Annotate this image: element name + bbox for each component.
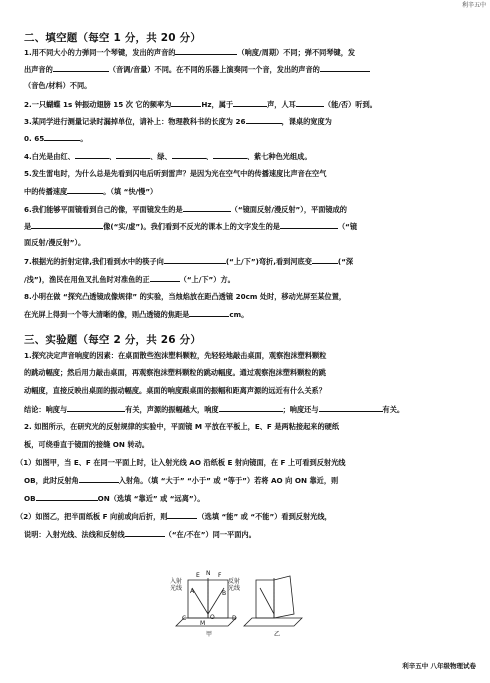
question-line	[24, 132, 87, 144]
figure-caption-left: 甲	[206, 631, 213, 638]
question-line	[24, 367, 326, 378]
answer-blank[interactable]	[183, 203, 231, 212]
answer-blank[interactable]	[164, 255, 226, 264]
section-title-experiment: 三、实验题（每空 2 分，共 26 分）	[24, 334, 202, 346]
answer-blank[interactable]	[246, 115, 282, 124]
answer-blank[interactable]	[31, 220, 103, 229]
text: （“上/下”）方。	[179, 275, 235, 284]
letter-label: M	[200, 620, 206, 627]
text: 、绿、	[150, 152, 172, 161]
question-line	[24, 385, 326, 396]
text: 4.白光是由红、	[24, 152, 75, 161]
question-line	[16, 510, 332, 522]
text: Hz，属于	[201, 100, 234, 109]
text: (“深	[337, 257, 354, 266]
question-line	[24, 308, 248, 320]
text: （1）如图甲，当 E、F 在同一平面上时，让入射光线 AO 沿纸板 E 射向镜面，在 F 上可看到反射光线	[16, 458, 346, 467]
question-line	[24, 237, 85, 248]
answer-blank[interactable]	[79, 474, 119, 483]
question-line	[24, 168, 326, 179]
question-line	[24, 528, 256, 540]
answer-blank[interactable]	[320, 63, 370, 72]
letter-label: C	[182, 615, 187, 622]
text: 0. 65	[24, 134, 45, 143]
question-line	[24, 115, 332, 127]
letter-label: B	[222, 590, 227, 597]
answer-blank[interactable]	[116, 150, 150, 159]
answer-blank[interactable]	[44, 132, 80, 141]
letter-label: O	[210, 614, 215, 621]
text: 板，可绕垂直于镜面的接缝 ON 转动。	[24, 440, 149, 449]
text: 有关。	[382, 405, 405, 414]
text: ，课桌的宽度为	[281, 117, 332, 126]
question-line	[24, 273, 235, 285]
text: cm。	[229, 310, 249, 319]
text: 出声音的	[24, 65, 53, 74]
question-line	[24, 203, 347, 215]
text: 3.某同学进行测量记录时漏掉单位，请补上：物理教科书的长度为 26	[24, 117, 246, 126]
text: (“上/下”)弯折,看到河底变	[225, 257, 312, 266]
question-line	[16, 457, 345, 468]
text: 、	[108, 152, 117, 161]
question-line	[24, 63, 370, 75]
text: （选填 “能” 或 “不能”）看到反射光线，	[197, 512, 332, 521]
text: 、紫七种色光组成。	[246, 152, 312, 161]
question-line	[24, 421, 339, 432]
letter-label: A	[190, 588, 195, 595]
question-line	[24, 80, 91, 91]
answer-blank[interactable]	[150, 273, 180, 282]
question-line	[24, 439, 149, 450]
letter-label: F	[218, 572, 222, 579]
text: 动幅度，直接反映出桌面的振动幅度。桌面的响度跟桌面的振幅和距离声源的远近有什么关系？	[24, 386, 326, 395]
text: OB	[24, 494, 36, 503]
question-line	[24, 291, 346, 302]
text: 2.一只蝴蝶 1s 钟振动翅膀 15 次 它的频率为	[24, 100, 172, 109]
answer-blank[interactable]	[189, 308, 229, 317]
text: （能/否）听到。	[323, 100, 377, 109]
text: ；响度还与	[282, 405, 319, 414]
text: 。	[80, 134, 88, 143]
answer-blank[interactable]	[125, 528, 165, 537]
text: OB，此时反射角	[24, 476, 79, 485]
answer-blank[interactable]	[53, 63, 109, 72]
text: 声，人耳	[267, 100, 296, 109]
answer-blank[interactable]	[280, 220, 338, 229]
section-title-fill-in: 二、填空题（每空 1 分，共 20 分）	[24, 32, 202, 44]
question-line	[24, 492, 204, 504]
text: 有关，声源的振幅越大，响度	[125, 405, 219, 414]
answer-blank[interactable]	[319, 403, 383, 412]
text: 的跳动幅度；然后用力敲击桌面，再观察泡沫塑料颗粒的跳动幅度。通过观察泡沫塑料颗粒的跳	[24, 368, 326, 377]
text: 。（填 “快/慢”）	[103, 187, 158, 196]
text: （音色/材料）不同。	[24, 81, 92, 90]
answer-blank[interactable]	[233, 98, 267, 107]
text: 8.小明在做 “探究凸透镜成像规律” 的实验，当烛焰放在距凸透镜 20cm 处时，移动光屏至某位置，	[24, 292, 347, 301]
question-line	[24, 255, 353, 267]
question-line	[24, 185, 157, 197]
letter-label: N	[206, 570, 211, 577]
question-line	[24, 220, 357, 232]
text: （“在/不在”）同一平面内。	[164, 530, 256, 539]
text: 像(“实/虚”)。我们看到不反光的课本上的文字发生的是	[103, 222, 280, 231]
text: （响度/周期）不同；弹不同琴键，发	[237, 48, 356, 57]
text: 1.探究决定声音响度的因素：在桌面散些泡沫塑料颗粒，先轻轻地敲击桌面，观察泡沫塑料颗粒	[24, 351, 327, 360]
text: 说明：入射光线、法线和反射线	[24, 530, 125, 539]
text: ON（选填 “靠近” 或 “远离”）。	[97, 494, 205, 503]
text: 是	[24, 222, 32, 231]
question-line	[24, 474, 338, 486]
text: （2）如图乙，把半面纸板 F 向前或向后折，则	[16, 512, 168, 521]
answer-blank[interactable]	[167, 510, 197, 519]
answer-blank[interactable]	[312, 255, 338, 264]
answer-blank[interactable]	[213, 150, 247, 159]
text: （“镜面反射/漫反射”），平面镜成的	[230, 205, 347, 214]
answer-blank[interactable]	[75, 150, 109, 159]
corner-header: 利辛五中	[461, 2, 486, 9]
text: 入射角。（填 “大于” “小于” 或 “等于”）若将 AO 向 ON 靠近，则	[118, 476, 339, 485]
text: 在光屏上得到一个等大清晰的像，则凸透镜的焦距是	[24, 310, 190, 319]
text: （“镜	[337, 222, 358, 231]
question-line	[24, 350, 326, 361]
answer-blank[interactable]	[172, 150, 206, 159]
letter-label: E	[196, 572, 200, 579]
question-line	[24, 403, 404, 415]
text: 7.根据光的折射定律,我们看到水中的筷子向	[24, 257, 164, 266]
answer-blank[interactable]	[175, 46, 237, 55]
page-footer: 利辛五中 八年级物理试卷	[402, 662, 476, 670]
incident-ray-label: 入射光线	[170, 578, 183, 592]
question-line	[24, 46, 355, 58]
text: （音调/音量）不同。在不同的乐器上演奏同一个音，发出的声音的	[108, 65, 320, 74]
answer-blank[interactable]	[219, 403, 283, 412]
reflection-experiment-figure	[170, 570, 310, 638]
letter-label: D	[232, 615, 237, 622]
question-line	[24, 98, 377, 110]
question-line	[24, 150, 312, 162]
reflected-ray-label: 反射光线	[228, 578, 241, 592]
text: 面反射/漫反射”）。	[24, 238, 86, 247]
text: 6.我们能够平面镜看到自己的像，平面镜发生的是	[24, 205, 183, 214]
text: 5.发生雷电时，为什么总是先看到闪电后听到雷声？是因为光在空气中的传播速度比声音在空气	[24, 169, 327, 178]
text: 中的传播速度	[24, 187, 68, 196]
text: 、	[205, 152, 213, 161]
text: 1.用不同大小的力弹同一个琴键，发出的声音的	[24, 48, 176, 57]
figure-caption-right: 乙	[274, 631, 281, 638]
answer-blank[interactable]	[171, 98, 201, 107]
text: 2. 如图所示，在研究光的反射规律的实验中，平面镜 M 平放在平板上，E、F 是两粘接起来的硬纸	[24, 422, 340, 431]
answer-blank[interactable]	[67, 403, 125, 412]
answer-blank[interactable]	[296, 98, 324, 107]
answer-blank[interactable]	[67, 185, 103, 194]
text: 结论：响度与	[24, 405, 68, 414]
text: /浅”)，渔民在用鱼叉扎鱼时对准鱼的正	[24, 275, 150, 284]
answer-blank[interactable]	[36, 492, 98, 501]
